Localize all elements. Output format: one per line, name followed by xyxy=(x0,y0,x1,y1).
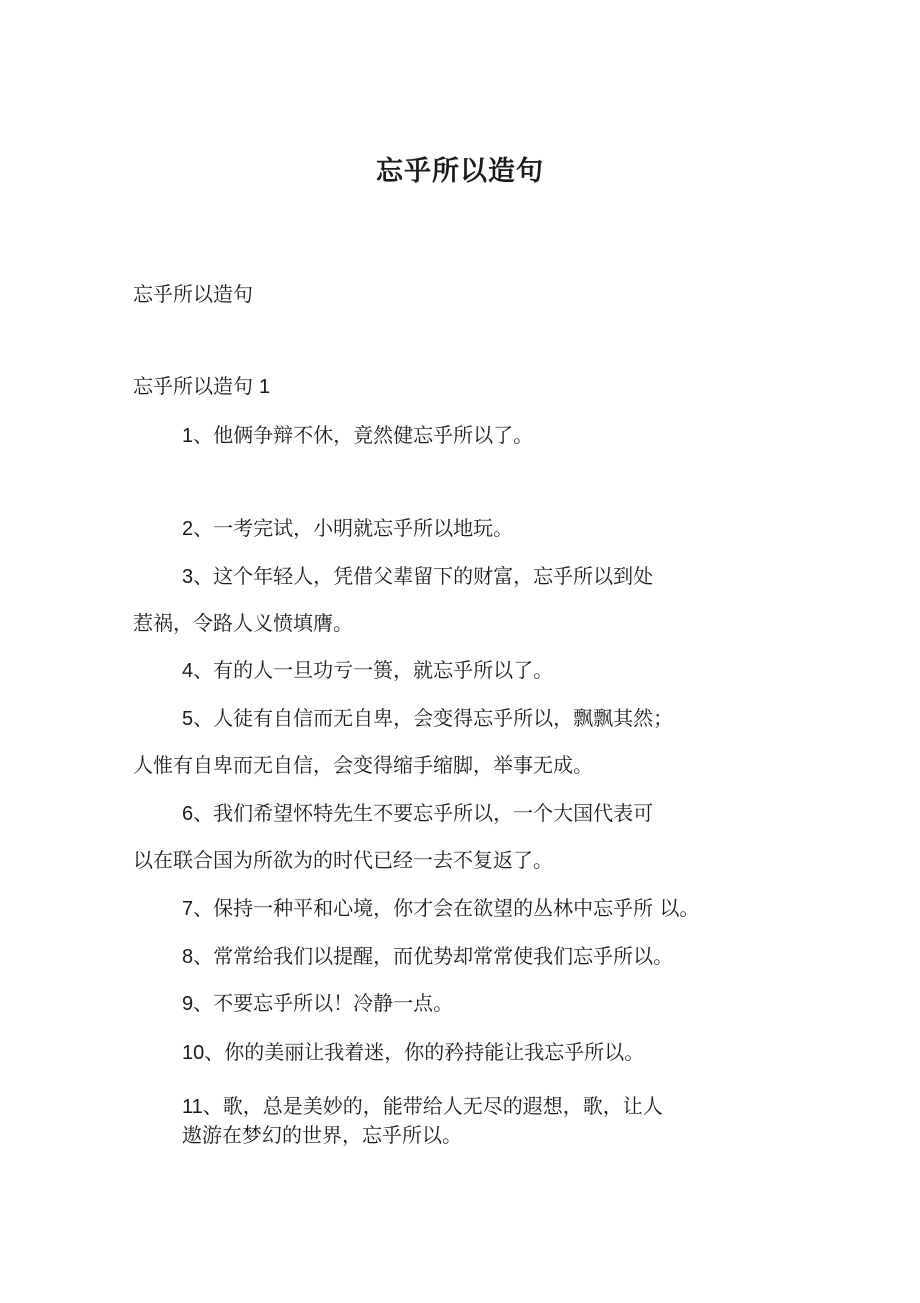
item-text: 、他俩争辩不休，竟然健忘乎所以了。 xyxy=(193,423,534,447)
item-text: 、我们希望怀特先生不要忘乎所以，一个大国代表可 xyxy=(193,801,654,825)
section-heading-number: 1 xyxy=(259,376,271,398)
item-text: 、有的人一旦功亏一篑，就忘乎所以了。 xyxy=(193,658,554,682)
list-item xyxy=(182,656,553,685)
list-item xyxy=(182,894,699,923)
item-number: 4 xyxy=(182,660,194,682)
item-number: 2 xyxy=(182,518,194,540)
item-continuation: 以在联合国为所欲为的时代已经一去不复返了。 xyxy=(133,848,553,872)
list-item xyxy=(182,1038,644,1067)
item-number: 6 xyxy=(182,803,194,825)
list-item xyxy=(182,704,673,733)
item-text: 、你的美丽让我着迷，你的矜持能让我忘乎所以。 xyxy=(204,1040,645,1064)
item-text: 、常常给我们以提醒，而优势却常常使我们忘乎所以。 xyxy=(193,944,674,968)
document-subtitle: 忘乎所以造句 xyxy=(133,282,253,306)
item-text: 、歌，总是美妙的，能带给人无尽的遐想，歌，让人 xyxy=(202,1094,663,1118)
section-heading xyxy=(133,372,270,401)
item-continuation: 人惟有自卑而无自信，会变得缩手缩脚，举事无成。 xyxy=(133,753,593,777)
item-text: 、一考完试，小明就忘乎所以地玩。 xyxy=(193,516,514,540)
item-text: 、人徒有自信而无自卑，会变得忘乎所以，飘飘其然； xyxy=(193,706,674,730)
item-text: 、这个年轻人，凭借父辈留下的财富，忘乎所以到处 xyxy=(193,564,654,588)
item-number: 9 xyxy=(182,993,194,1015)
item-number: 3 xyxy=(182,566,194,588)
section-heading-text: 忘乎所以造句 xyxy=(133,374,253,398)
item-number: 11 xyxy=(182,1096,203,1118)
item-number: 10 xyxy=(182,1042,205,1064)
item-continuation: 遨游在梦幻的世界，忘乎所以。 xyxy=(182,1123,462,1147)
item-text: 、保持一种平和心境，你才会在欲望的丛林中忘乎所 以。 xyxy=(193,896,700,920)
list-item xyxy=(182,562,653,591)
document-title: 忘乎所以造句 xyxy=(376,156,544,187)
list-item xyxy=(182,799,653,828)
item-number: 1 xyxy=(182,425,194,447)
list-item xyxy=(182,421,533,450)
list-item xyxy=(182,989,453,1018)
item-number: 7 xyxy=(182,898,194,920)
list-item xyxy=(182,942,673,971)
list-item xyxy=(182,514,513,543)
item-number: 8 xyxy=(182,946,194,968)
list-item xyxy=(182,1092,663,1121)
item-text: 、不要忘乎所以！冷静一点。 xyxy=(193,991,454,1015)
item-number: 5 xyxy=(182,708,194,730)
item-continuation: 惹祸，令路人义愤填膺。 xyxy=(133,611,353,635)
